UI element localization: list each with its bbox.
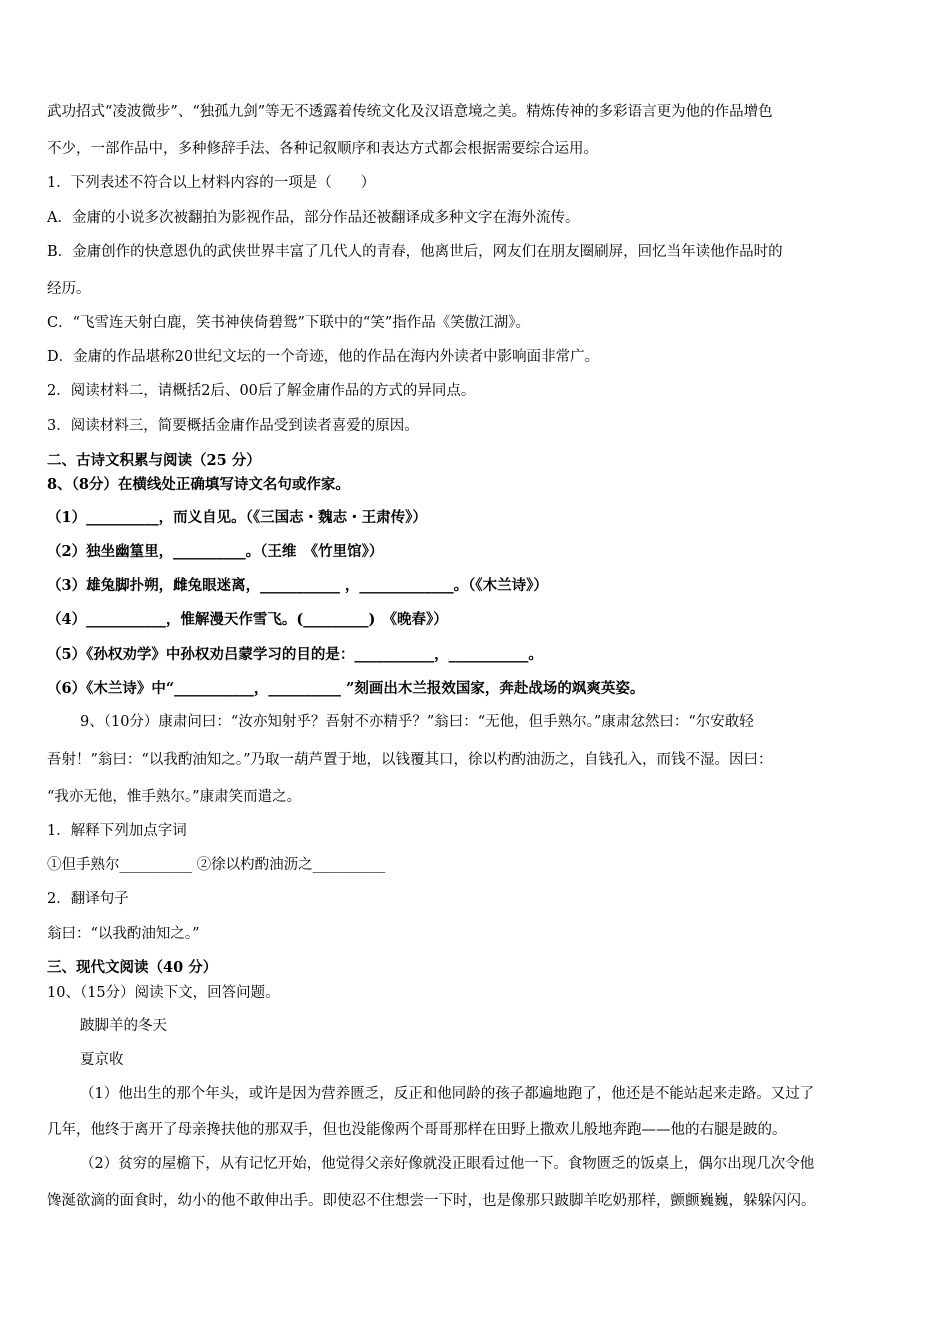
question-3: 3．阅读材料三，简要概括金庸作品受到读者喜爱的原因。 xyxy=(47,418,419,434)
section-heading-3: 三、现代文阅读（40 分） xyxy=(47,959,218,976)
text-line: 不少，一部作品中，多种修辞手法、各种记叙顺序和表达方式都会根据需要综合运用。 xyxy=(47,141,598,157)
text-line: 武功招式“凌波微步”、“独孤九剑”等无不透露着传统文化及汉语意境之美。精炼传神的多彩语言更为他的作品增色 xyxy=(47,104,773,120)
blank-4: （4）___________，惟解漫天作雪飞。(_________) 《晚春》） xyxy=(47,611,448,628)
paragraph-2-cont: 馋涎欲滴的面食时，幼小的他不敢伸出手。即使忍不住想尝一下时，也是像那只跛脚羊吃奶那样，颤颤巍巍，躲躲闪闪。 xyxy=(47,1193,816,1209)
article-title: 跛脚羊的冬天 xyxy=(80,1018,167,1034)
question-2: 2．阅读材料二，请概括2后、00后了解金庸作品的方式的异同点。 xyxy=(47,383,476,399)
option-c: C．“飞雪连天射白鹿，笑书神侠倚碧鸳”下联中的“笑”指作品《笑傲江湖》。 xyxy=(47,315,530,331)
subquestion-2: 2．翻译句子 xyxy=(47,891,129,907)
article-author: 夏京收 xyxy=(80,1052,124,1068)
blank-6: （6）《木兰诗》中“___________，__________ ”刻画出木兰报效国家，奔赴战场的飒爽英姿。 xyxy=(47,680,645,697)
subquestion-1: 1．解释下列加点字词 xyxy=(47,823,187,839)
paragraph-1: （1）他出生的那个年头，或许是因为营养匮乏，反正和他同龄的孩子都遍地跑了，他还是不能站起来走路。又过了 xyxy=(80,1086,815,1102)
translate-sentence: 翁曰：“以我酌油知之。” xyxy=(47,926,200,942)
section-heading-2: 二、古诗文积累与阅读（25 分） xyxy=(47,452,261,469)
option-d: D．金庸的作品堪称20世纪文坛的一个奇迹，他的作品在海内外读者中影响面非常广。 xyxy=(47,349,600,365)
text-line: 吾射！”翁曰：“以我酌油知之。”乃取一葫芦置于地，以钱覆其口，徐以杓酌油沥之，自钱孔入，而钱不湿。因曰： xyxy=(47,752,773,768)
subquestion-1-blanks: ①但手熟尔__________ ②徐以杓酌油沥之__________ xyxy=(47,857,386,873)
option-a: A．金庸的小说多次被翻拍为影视作品，部分作品还被翻译成多种文字在海外流传。 xyxy=(47,210,580,226)
text-line: “我亦无他，惟手熟尔。”康肃笑而遣之。 xyxy=(47,789,302,805)
option-b: B．金庸创作的快意恩仇的武侠世界丰富了几代人的青春，他离世后，网友们在朋友圈刷屏，回忆当年读他作品时的 xyxy=(47,244,783,260)
blank-5: （5）《孙权劝学》中孙权劝吕蒙学习的目的是：___________，___________。 xyxy=(47,646,543,663)
question-10: 10、（15分）阅读下文，回答问题。 xyxy=(47,985,280,1001)
option-b-cont: 经历。 xyxy=(47,281,91,297)
question-1: 1．下列表述不符合以上材料内容的一项是（ ） xyxy=(47,175,376,191)
paragraph-1-cont: 几年，他终于离开了母亲搀扶他的那双手，但也没能像两个哥哥那样在田野上撒欢儿般地奔跑——他的右腿是跛的。 xyxy=(47,1122,787,1138)
blank-1: （1）__________，而义自见。（《三国志・魏志・王肃传》） xyxy=(47,509,427,526)
blank-2: （2）独坐幽篁里，__________。（王维 《竹里馆》） xyxy=(47,543,384,560)
paragraph-2: （2）贫穷的屋檐下，从有记忆开始，他觉得父亲好像就没正眼看过他一下。食物匮乏的饭桌上，偶尔出现几次令他 xyxy=(80,1156,815,1172)
question-8: 8、（8分）在横线处正确填写诗文名句或作家。 xyxy=(47,476,350,493)
blank-3: （3）雄兔脚扑朔，雌兔眼迷离，___________ ，_____________。（《木兰诗》） xyxy=(47,577,548,594)
question-9: 9、（10分）康肃问曰：“汝亦知射乎？吾射不亦精乎？”翁曰：“无他，但手熟尔。”康肃忿然曰：“尔安敢轻 xyxy=(80,714,754,730)
